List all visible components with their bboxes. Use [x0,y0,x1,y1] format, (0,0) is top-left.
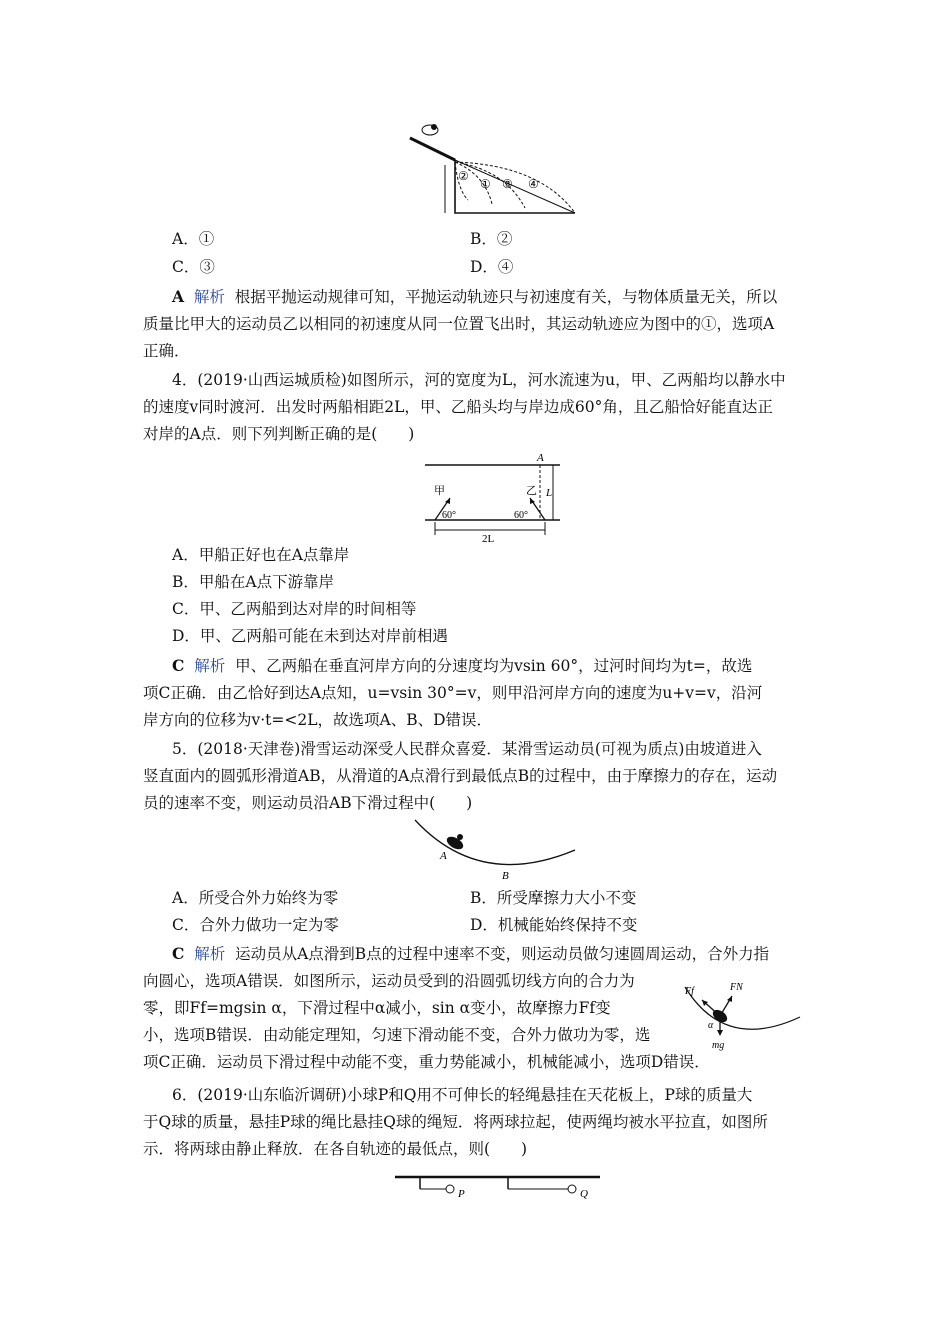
q3-fig-label-1: ① [480,177,491,191]
q3-answer: A [172,287,185,306]
q5-fig-mg: mg [712,1040,725,1051]
q3-analysis-line-1 [172,286,777,308]
q5-fig-b: B [502,870,509,882]
q3-analysis-tag: 解析 [193,288,225,306]
q4-analysis-line-3: 岸方向的位移为v·t=<2L，故选项A、B、D错误． [143,711,493,729]
q4-fig-yi: 乙 [526,485,537,497]
q3-option-b: B．② [470,230,513,248]
q5-analysis-line-4: 小，选项B错误．由动能定理知，匀速下滑动能不变，合外力做功为零，选 [143,1026,651,1044]
q3-analysis-text-1: 根据平抛运动规律可知，平抛运动轨迹只与初速度有关，与物体质量无关，所以 [234,288,778,306]
q5-analysis-line-3: 零，即Ff=mgsin α，下滑过程中α减小，sin α变小，故摩擦力Ff变 [143,999,611,1017]
q5-stem-line-1: 5．(2018·天津卷)滑雪运动深受人民群众喜爱．某滑雪运动员(可视为质点)由坡道进入 [172,740,762,758]
q5-stem-line-3: 员的速率不变，则运动员沿AB下滑过程中( ) [143,794,473,812]
q4-river-figure [420,450,570,545]
q5-option-d: D．机械能始终保持不变 [470,916,638,934]
q3-option-c: C．③ [172,258,215,276]
q4-fig-angle-2: 60° [514,510,528,521]
q3-fig-label-2: ② [458,169,469,183]
q5-analysis-text-1: 运动员从A点滑到B点的过程中速率不变，则运动员做匀速圆周运动，合外力指 [235,945,770,963]
q5-stem-line-2: 竖直面内的圆弧形滑道AB，从滑道的A点滑行到最低点B的过程中，由于摩擦力的存在，运动 [143,767,778,785]
q3-analysis-line-3: 正确． [143,342,190,360]
q4-fig-l: L [546,487,553,499]
q4-fig-a: A [537,452,544,464]
q4-analysis-text-1: 甲、乙两船在垂直河岸方向的分速度均为vsin 60°，过河时间均为t=，故选 [235,657,753,675]
q4-option-c: C．甲、乙两船到达对岸的时间相等 [172,600,417,618]
q4-option-d: D．甲、乙两船可能在未到达对岸前相遇 [172,627,448,645]
q5-fig-alpha: α [708,1020,714,1031]
q5-analysis-tag: 解析 [194,945,226,963]
q3-analysis-line-2: 质量比甲大的运动员乙以相同的初速度从同一位置飞出时，其运动轨迹应为图中的①，选项A [143,315,775,333]
q5-fig-ff: Ff [685,986,694,997]
q4-answer: C [172,656,185,675]
q5-option-c: C．合外力做功一定为零 [172,916,339,934]
q5-analysis-line-5: 项C正确．运动员下滑过程中动能不变，重力势能减小，机械能减小，选项D错误． [143,1053,710,1071]
q5-analysis-line-1 [172,943,769,965]
q5-answer: C [172,944,185,963]
q6-fig-p: P [458,1188,465,1200]
q4-stem-line-2: 的速度v同时渡河．出发时两船相距2L，甲、乙船头均与岸边成60°角，且乙船恰好能直达正 [143,398,773,416]
q4-analysis-line-2: 项C正确．由乙恰好到达A点知，u=vsin 30°=v，则甲沿河岸方向的速度为u+v=v，沿河 [143,684,763,702]
q4-analysis-tag: 解析 [194,657,226,675]
q3-trajectory-figure [400,120,585,220]
q5-fig-a: A [440,850,447,862]
q4-fig-dist: 2L [482,533,495,545]
q4-stem-line-1: 4．(2019·山西运城质检)如图所示，河的宽度为L，河水流速为u，甲、乙两船均以静水中 [172,371,786,389]
q5-track-figure [410,815,585,885]
q3-fig-label-3: ③ [502,177,513,191]
q6-fig-q: Q [580,1188,588,1200]
q4-stem-line-3: 对岸的A点．则下列判断正确的是( ) [143,425,415,443]
q4-analysis-line-1 [172,655,752,677]
q5-option-a: A．所受合外力始终为零 [172,889,339,907]
q5-fig-fn: FN [730,982,743,993]
q4-option-a: A．甲船正好也在A点靠岸 [172,546,350,564]
q6-stem-line-1: 6．(2019·山东临沂调研)小球P和Q用不可伸长的轻绳悬挂在天花板上，P球的质量大 [172,1086,753,1104]
q3-option-a: A．① [172,230,215,248]
q3-option-d: D．④ [470,258,514,276]
q5-option-b: B．所受摩擦力大小不变 [470,889,637,907]
q5-analysis-line-2: 向圆心，选项A错误．如图所示，运动员受到的沿圆弧切线方向的合力为 [143,972,635,990]
q3-fig-label-4: ④ [528,177,539,191]
q6-stem-line-3: 示．将两球由静止释放．在各自轨迹的最低点，则( ) [143,1140,528,1158]
q4-fig-angle-1: 60° [442,510,456,521]
q5-force-figure [680,972,805,1052]
q6-pendulum-figure [390,1165,610,1200]
q6-stem-line-2: 于Q球的质量，悬挂P球的绳比悬挂Q球的绳短．将两球拉起，使两绳均被水平拉直，如图所 [143,1113,768,1131]
q4-option-b: B．甲船在A点下游靠岸 [172,573,335,591]
q4-fig-jia: 甲 [434,485,445,497]
